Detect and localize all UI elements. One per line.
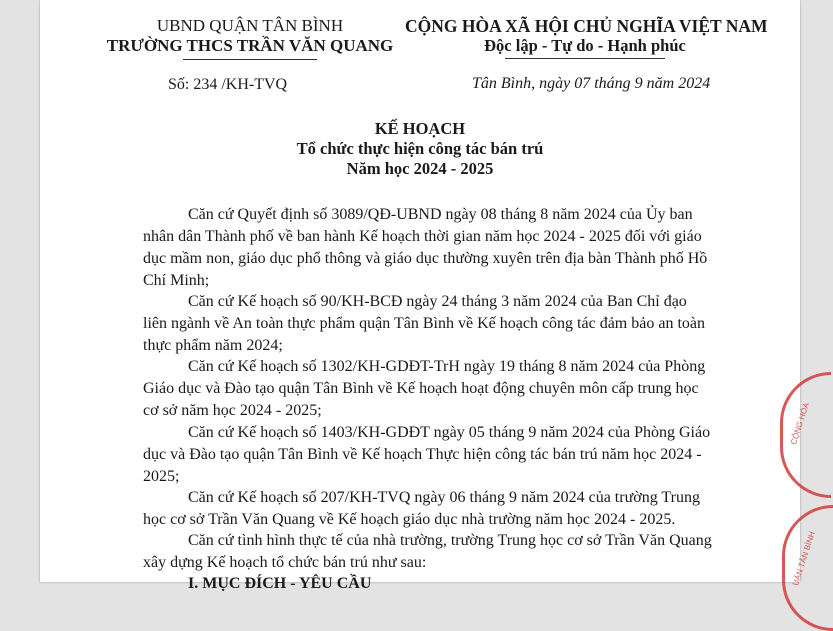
issuer-district: UBND QUẬN TÂN BÌNH (156, 16, 344, 35)
body-line: dục mầm non, giáo dục phổ thông và giáo dục thường xuyên trên địa bàn Thành phố Hồ (143, 250, 708, 267)
official-stamp-bottom (782, 505, 833, 631)
document-title: KẾ HOẠCH (374, 119, 466, 138)
stamp-text: CỘNG HÒA (789, 401, 812, 446)
official-stamp-top (780, 372, 831, 498)
body-line: dục và Đào tạo quận Tân Bình về Kế hoạch Thực hiện công tác bán trú năm học 2024 - (143, 446, 702, 463)
body-line: Căn cứ Kế hoạch số 1403/KH-GDĐT ngày 05 tháng 9 năm 2024 của Phòng Giáo (188, 424, 711, 441)
body-line: thực phẩm năm 2024; (143, 337, 283, 354)
section-heading: I. MỤC ĐÍCH - YÊU CẦU (188, 575, 372, 592)
body-line: nhân dân Thành phố về ban hành Kế hoạch thời gian năm học 2024 - 2025 đối với giáo (143, 228, 702, 245)
document-page (40, 0, 817, 592)
stamp-text: UẬN TÂN BÌNH (791, 530, 817, 587)
body-line: cơ sở năm học 2024 - 2025; (143, 402, 322, 419)
document-subject: Tổ chức thực hiện công tác bán trú (296, 139, 544, 158)
issuer-school: TRƯỜNG THCS TRẦN VĂN QUANG (106, 36, 394, 55)
body-line: Căn cứ tình hình thực tế của nhà trường, trường Trung học cơ sở Trần Văn Quang (188, 532, 712, 549)
body-line: học cơ sở Trần Văn Quang về Kế hoạch giáo dục nhà trường năm học 2024 - 2025. (143, 511, 676, 528)
body-line: Căn cứ Kế hoạch số 207/KH-TVQ ngày 06 tháng 9 năm 2024 của trường Trung (188, 489, 700, 506)
national-motto: Độc lập - Tự do - Hạnh phúc (484, 36, 686, 55)
motto-underline (505, 58, 665, 59)
body-line: Căn cứ Kế hoạch số 1302/KH-GDĐT-TrH ngày 19 tháng 8 năm 2024 của Phòng (188, 358, 706, 375)
body-line: 2025; (143, 468, 180, 485)
place-date: Tân Bình, ngày 07 tháng 9 năm 2024 (472, 75, 711, 92)
body-line: Căn cứ Kế hoạch số 90/KH-BCĐ ngày 24 tháng 3 năm 2024 của Ban Chỉ đạo (188, 293, 687, 310)
school-year: Năm học 2024 - 2025 (346, 159, 494, 178)
document-number: Số: 234 /KH-TVQ (168, 76, 288, 93)
issuer-underline (183, 59, 317, 60)
body-line: liên ngành về An toàn thực phẩm quận Tân Bình về Kế hoạch công tác đảm bảo an toàn (143, 315, 705, 332)
body-line: xây dựng Kế hoạch tổ chức bán trú như sau: (143, 554, 427, 571)
national-title: CỘNG HÒA XÃ HỘI CHỦ NGHĨA VIỆT NAM (405, 16, 768, 36)
body-line: Chí Minh; (143, 272, 210, 289)
body-line: Giáo dục và Đào tạo quận Tân Bình về Kế hoạch hoạt động chuyên môn cấp trung học (143, 380, 699, 397)
body-line: Căn cứ Quyết định số 3089/QĐ-UBND ngày 08 tháng 8 năm 2024 của Ủy ban (188, 206, 693, 223)
